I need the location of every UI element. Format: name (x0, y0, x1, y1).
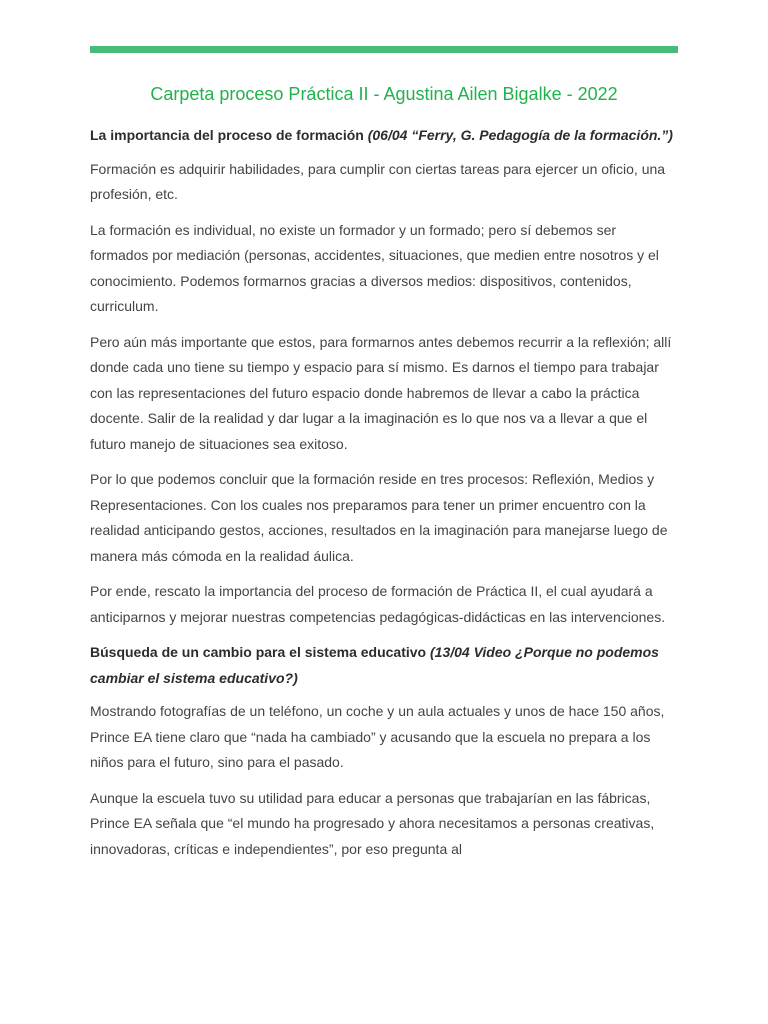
section-heading-reference: (13/04 Video ¿Porque no podemos cambiar el sistema educativo?) (90, 644, 659, 686)
section-heading-text: Búsqueda de un cambio para el sistema educativo (90, 644, 427, 660)
section-heading (90, 640, 678, 691)
paragraph: Por lo que podemos concluir que la formación reside en tres procesos: Reflexión, Medios y Representaciones. Con los cuales nos preparamos para tener un primer encuentro con la realidad anticipando gestos, acciones, resultados en la imaginación para manejarse luego de manera más cómoda en la realidad áulica. (90, 471, 668, 564)
section-heading-text: La importancia del proceso de formación (90, 127, 364, 143)
section-heading (90, 123, 678, 149)
page-title: Carpeta proceso Práctica II - Agustina Ailen Bigalke - 2022 (150, 84, 618, 104)
section-sistema-educativo (90, 640, 678, 862)
section-formacion (90, 123, 678, 630)
header-rule (90, 46, 678, 53)
paragraph: Aunque la escuela tuvo su utilidad para educar a personas que trabajarían en las fábricas, Prince EA señala que “el mundo ha progresado y ahora necesitamos a personas creativas, innovadoras, críticas e independientes”, por eso pregunta al (90, 789, 655, 857)
section-heading-reference: (06/04 “Ferry, G. Pedagogía de la formación.”) (367, 127, 673, 143)
paragraph: La formación es individual, no existe un formador y un formado; pero sí debemos ser formados por mediación (personas, accidentes, situaciones, que medien entre nosotros y el conocimiento. Podemos formarnos gracias a diversos medios: dispositivos, contenidos, curriculum. (90, 221, 659, 314)
document-page (90, 46, 678, 872)
paragraph: Mostrando fotografías de un teléfono, un coche y un aula actuales y unos de hace 150 años, Prince EA tiene claro que “nada ha cambiado” y acusando que la escuela no prepara a los niños para el futuro, sino para el pasado. (90, 703, 665, 770)
paragraph: Por ende, rescato la importancia del proceso de formación de Práctica II, el cual ayudará a anticiparnos y mejorar nuestras competencias pedagógicas-didácticas en las intervenciones. (90, 583, 666, 625)
paragraph: Pero aún más importante que estos, para formarnos antes debemos recurrir a la reflexión; allí donde cada uno tiene su tiempo y espacio para sí mismo. Es darnos el tiempo para trabajar con las representaciones del futuro espacio donde habremos de llevar a cabo la práctica docente. Salir de la realidad y dar lugar a la imaginación es lo que nos va a llevar a que el futuro manejo de situaciones sea exitoso. (90, 333, 672, 452)
paragraph: Formación es adquirir habilidades, para cumplir con ciertas tareas para ejercer un oficio, una profesión, etc. (90, 160, 666, 202)
